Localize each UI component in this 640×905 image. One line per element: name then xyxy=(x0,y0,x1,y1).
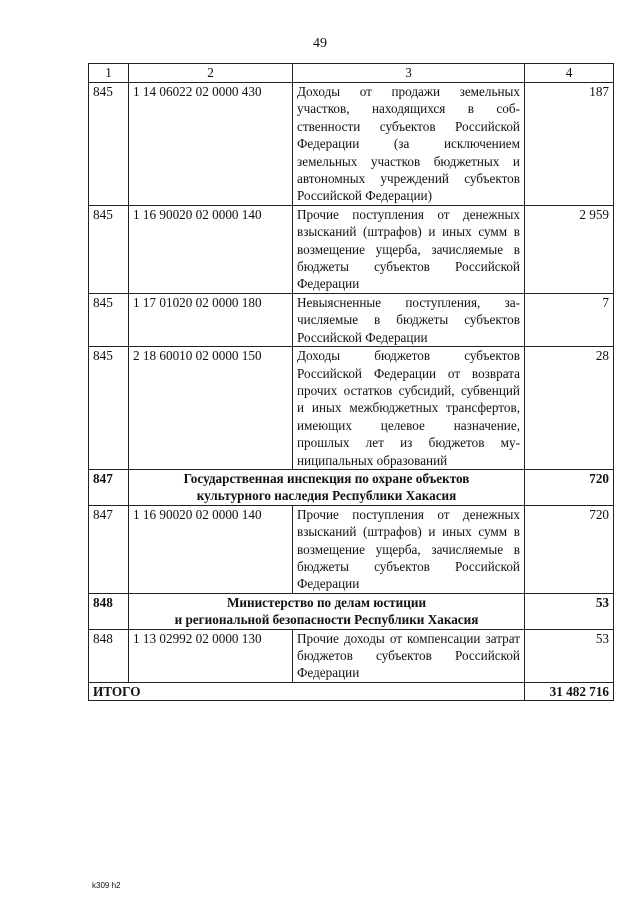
description-cell: Доходы бюджетов субъектов Российской Федерации от возврата прочих остатков субсидий, субвенций и иных межбюджетных трансфертов, имеющих целевое назначение, прошлых лет из бюджетов муниципальных образований xyxy=(293,347,525,470)
admin-code-cell: 847 xyxy=(89,469,129,505)
revenue-code-cell: 2 18 60010 02 0000 150 xyxy=(129,347,293,470)
table-row xyxy=(89,293,614,346)
column-header-2: 2 xyxy=(129,64,293,83)
section-name-cell xyxy=(129,593,525,629)
amount-cell: 53 xyxy=(525,629,614,682)
admin-code-cell: 845 xyxy=(89,293,129,346)
revenue-code-cell: 1 13 02992 02 0000 130 xyxy=(129,629,293,682)
table-row xyxy=(89,83,614,206)
total-amount: 31 482 716 xyxy=(525,682,614,700)
table-row xyxy=(89,505,614,593)
section-name-line: Государственная инспекция по охране объектов xyxy=(183,470,470,486)
revenue-code-cell: 1 17 01020 02 0000 180 xyxy=(129,293,293,346)
description-cell: Доходы от продажи земельных участков, находящихся в собственности субъектов Российской Федерации (за исключением земельных участков бюджетных и автономных учреждений субъектов Российской Федерации) xyxy=(293,83,525,206)
revenue-code-cell: 1 16 90020 02 0000 140 xyxy=(129,505,293,593)
amount-cell: 53 xyxy=(525,593,614,629)
amount-cell: 720 xyxy=(525,469,614,505)
amount-cell: 720 xyxy=(525,505,614,593)
column-header-1: 1 xyxy=(89,64,129,83)
column-header-3: 3 xyxy=(293,64,525,83)
footer-code: k309 h2 xyxy=(92,881,121,890)
admin-code-cell: 845 xyxy=(89,347,129,470)
admin-code-cell: 848 xyxy=(89,629,129,682)
section-row xyxy=(89,469,614,505)
description-cell: Прочие поступления от денежных взысканий (штрафов) и иных сумм в возмещение ущерба, зачисляемые в бюджеты субъектов Российской Федерации xyxy=(293,205,525,293)
section-name-cell xyxy=(129,469,525,505)
amount-cell: 7 xyxy=(525,293,614,346)
description-cell: Невыясненные поступления, зачисляемые в бюджеты субъектов Российской Федерации xyxy=(293,293,525,346)
admin-code-cell: 845 xyxy=(89,83,129,206)
section-row xyxy=(89,593,614,629)
page-number: 49 xyxy=(313,36,327,51)
revenue-code-cell: 1 14 06022 02 0000 430 xyxy=(129,83,293,206)
section-name-line: Министерство по делам юстиции xyxy=(226,594,427,610)
revenue-code-cell: 1 16 90020 02 0000 140 xyxy=(129,205,293,293)
admin-code-cell: 845 xyxy=(89,205,129,293)
amount-cell: 28 xyxy=(525,347,614,470)
total-label: ИТОГО xyxy=(89,682,525,700)
total-row xyxy=(89,682,614,700)
column-header-4: 4 xyxy=(525,64,614,83)
table-row xyxy=(89,347,614,470)
admin-code-cell: 847 xyxy=(89,505,129,593)
table-header-row xyxy=(89,64,614,83)
admin-code-cell: 848 xyxy=(89,593,129,629)
section-name-line: культурного наследия Республики Хакасия xyxy=(196,488,457,504)
table-row xyxy=(89,629,614,682)
table-row xyxy=(89,205,614,293)
description-cell: Прочие поступления от денежных взысканий (штрафов) и иных сумм в возмещение ущерба, зачисляемые в бюджеты субъектов Российской Федерации xyxy=(293,505,525,593)
amount-cell: 2 959 xyxy=(525,205,614,293)
amount-cell: 187 xyxy=(525,83,614,206)
description-cell: Прочие доходы от компенсации затрат бюджетов субъектов Российской Федерации xyxy=(293,629,525,682)
revenue-table xyxy=(88,63,614,701)
section-name-line: и региональной безопасности Республики Хакасия xyxy=(174,612,479,628)
